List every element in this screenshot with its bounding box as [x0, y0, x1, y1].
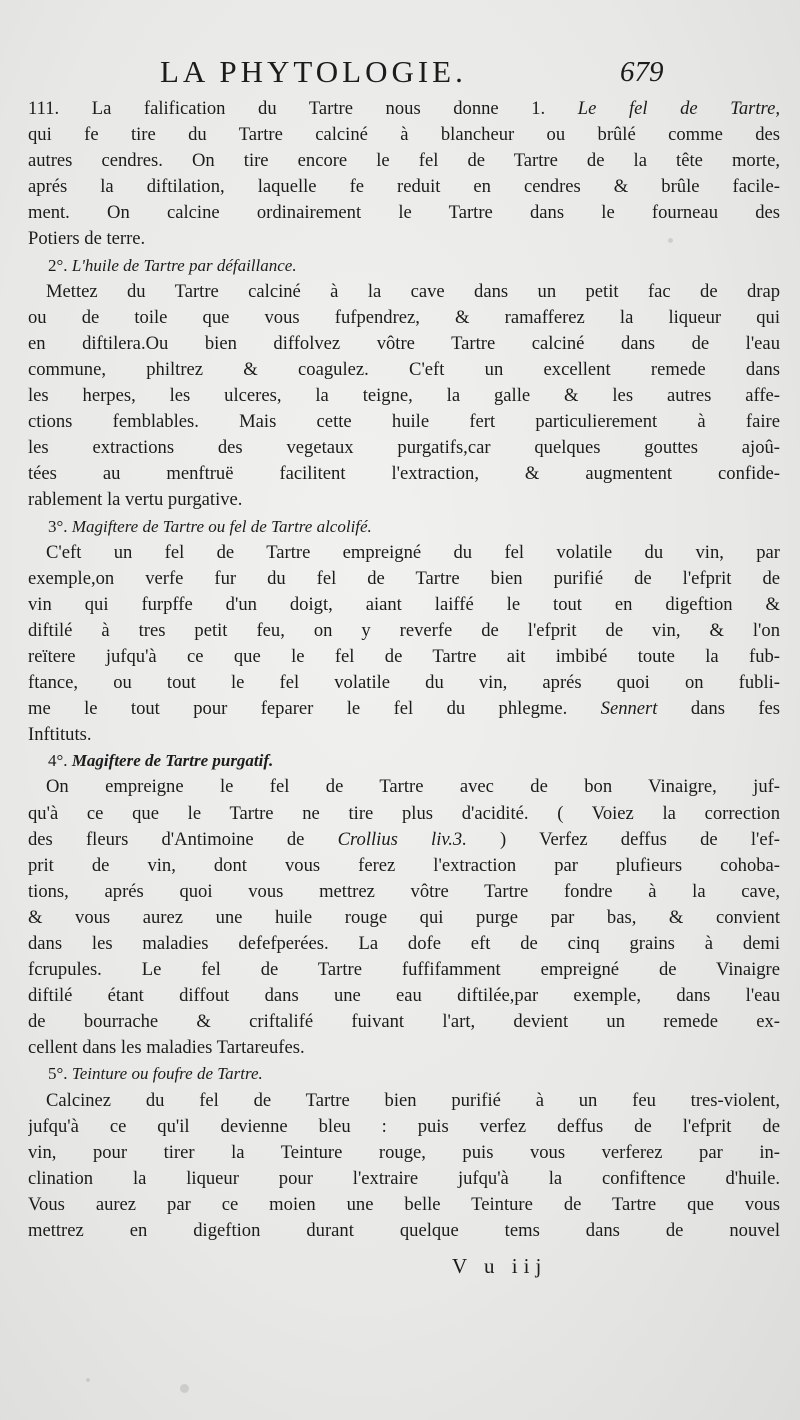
text-line	[28, 774, 780, 800]
text-line	[28, 174, 780, 200]
text-segment: Vous aurez par ce moien une belle Teinture de Tartre que vous	[28, 1193, 780, 1215]
section-heading	[28, 514, 780, 540]
italic-segment: Le fel de Tartre,	[577, 98, 780, 119]
text-line	[28, 331, 780, 357]
text-line	[28, 279, 780, 305]
text-segment: Calcinez du fel de Tartre bien purifié à un feu tres-violent,	[46, 1089, 780, 1111]
text-segment: Mettez du Tartre calciné à la cave dans un petit fac de drap	[46, 280, 780, 302]
text-segment: & vous aurez une huile rouge qui purge par bas, & convient	[28, 906, 780, 928]
text-segment: vin qui furpffe d'un doigt, aiant laiffé le tout en digeftion &	[28, 593, 780, 615]
text-segment: clination la liqueur pour l'extraire jufqu'à la confiftence d'huile.	[28, 1167, 780, 1189]
text-segment: 111. La falification du Tartre nous donne 1.	[28, 98, 578, 119]
text-line	[28, 96, 780, 122]
text-line	[28, 983, 780, 1009]
text-segment: autres cendres. On tire encore le fel de Tartre de la tête morte,	[28, 150, 780, 172]
text-line	[28, 1088, 780, 1114]
page-header	[0, 54, 800, 94]
text-segment: me le tout pour feparer le fel du phlegme.	[28, 698, 601, 720]
text-segment: mettrez en digeftion durant quelque tems dans de nouvel	[28, 1220, 780, 1242]
text-segment: prit de vin, dont vous ferez l'extraction par plufieurs cohoba-	[28, 854, 780, 876]
text-line	[28, 957, 780, 983]
section-number: 3°.	[48, 516, 72, 536]
text-line	[28, 644, 780, 670]
text-line	[28, 461, 780, 487]
text-line	[28, 540, 780, 566]
text-segment: dans fes	[657, 698, 780, 720]
italic-segment: Sennert	[600, 698, 658, 720]
section-number: 2°.	[48, 255, 72, 275]
text-line	[28, 566, 780, 592]
text-segment: commune, philtrez & coagulez. C'eft un excellent remede dans	[28, 358, 780, 380]
text-segment: jufqu'à ce qu'il devienne bleu : puis verfez deffus de l'efprit de	[28, 1115, 780, 1137]
text-segment: cellent dans les maladies Tartareufes.	[28, 1037, 305, 1059]
text-segment: vin, pour tirer la Teinture rouge, puis vous verferez par in-	[28, 1141, 780, 1163]
italic-segment: Crollius liv.3.	[337, 828, 467, 850]
text-segment: des fleurs d'Antimoine de	[28, 828, 338, 850]
text-line	[28, 409, 780, 435]
text-segment: qu'à ce que le Tartre ne tire plus d'acidité. ( Voiez la correction	[28, 802, 780, 824]
text-segment: exemple,on verfe fur du fel de Tartre bien purifié de l'efprit de	[28, 567, 780, 589]
text-segment: ou de toile que vous fufpendrez, & ramafferez la liqueur qui	[28, 306, 780, 328]
section-number: 5°.	[48, 1064, 72, 1084]
text-segment: qui fe tire du Tartre calciné à blancheur ou brûlé comme des	[28, 124, 780, 146]
paper-speck	[86, 1378, 90, 1382]
text-line	[28, 879, 780, 905]
text-line	[28, 592, 780, 618]
text-line	[28, 670, 780, 696]
section-title: L'huile de Tartre par défaillance.	[71, 255, 297, 275]
text-line	[28, 435, 780, 461]
text-segment: C'eft un fel de Tartre empreigné du fel volatile du vin, par	[46, 541, 780, 563]
section-title: Magiftere de Tartre ou fel de Tartre alcolifé.	[71, 516, 372, 536]
text-line	[28, 696, 780, 722]
text-line	[28, 853, 780, 879]
text-segment: en diftilera.Ou bien diffolvez vôtre Tartre calciné dans de l'eau	[28, 332, 780, 354]
text-line	[28, 1009, 780, 1035]
text-line	[28, 1035, 780, 1061]
text-segment: fcrupules. Le fel de Tartre fuffifamment empreigné de Vinaigre	[28, 959, 780, 981]
text-segment: les herpes, les ulceres, la teigne, la galle & les autres affe-	[28, 385, 780, 407]
text-segment: diftilé à tres petit feu, on y reverfe de l'efprit de vin, & l'on	[28, 619, 780, 641]
text-line	[28, 618, 780, 644]
text-segment: ment. On calcine ordinairement le Tartre dans le fourneau des	[28, 202, 780, 224]
text-segment: ftance, ou tout le fel volatile du vin, aprés quoi on fubli-	[28, 672, 780, 694]
text-segment: aprés la diftilation, laquelle fe reduit en cendres & brûle facile-	[28, 176, 780, 198]
running-title: LA PHYTOLOGIE.	[160, 54, 467, 89]
text-segment: les extractions des vegetaux purgatifs,car quelques gouttes ajoû-	[28, 437, 780, 459]
text-segment: de bourrache & criftalifé fuivant l'art, devient un remede ex-	[28, 1011, 780, 1033]
text-line	[28, 905, 780, 931]
text-segment: On empreigne le fel de Tartre avec de bon Vinaigre, juf-	[46, 776, 780, 798]
text-segment: dans les maladies defefperées. La dofe eft de cinq grains à demi	[28, 933, 780, 954]
text-segment: reïtere jufqu'à ce que le fel de Tartre ait imbibé toute la fub-	[28, 645, 780, 667]
text-line	[28, 383, 780, 409]
text-line	[28, 1218, 780, 1244]
text-line	[28, 305, 780, 331]
section-title: Teinture ou foufre de Tartre.	[71, 1064, 263, 1084]
text-line	[28, 487, 780, 513]
section-number: 4°.	[48, 751, 72, 771]
text-line	[28, 148, 780, 174]
text-line	[28, 357, 780, 383]
text-line	[28, 801, 780, 827]
section-title: Magiftere de Tartre purgatif.	[71, 751, 274, 771]
text-line	[28, 122, 780, 148]
text-line	[28, 226, 780, 252]
text-segment: diftilé étant diffout dans une eau diftilée,par exemple, dans l'eau	[28, 985, 780, 1007]
text-segment: ctions femblables. Mais cette huile fert particulierement à faire	[28, 411, 780, 433]
text-line	[28, 1192, 780, 1218]
text-segment: ) Verfez deffus de l'ef-	[466, 828, 780, 850]
text-segment: tions, aprés quoi vous mettrez vôtre Tartre fondre à la cave,	[28, 880, 780, 902]
page-body-text	[28, 96, 780, 1244]
signature-mark: V u iij	[452, 1254, 548, 1278]
page-number: 679	[620, 56, 664, 88]
text-line	[28, 722, 780, 748]
text-segment: Potiers de terre.	[28, 228, 146, 250]
text-line	[28, 931, 780, 957]
text-line	[28, 1166, 780, 1192]
text-line	[28, 827, 780, 853]
text-segment: Inftituts.	[28, 724, 92, 746]
section-heading	[28, 748, 780, 774]
section-heading	[28, 1061, 780, 1087]
paper-speck	[180, 1384, 189, 1393]
text-line	[28, 200, 780, 226]
text-line	[28, 1114, 780, 1140]
section-heading	[28, 253, 780, 279]
text-line	[28, 1140, 780, 1166]
text-segment: tées au menftruë facilitent l'extraction, & augmentent confide-	[28, 463, 780, 485]
text-segment: rablement la vertu purgative.	[28, 489, 243, 511]
